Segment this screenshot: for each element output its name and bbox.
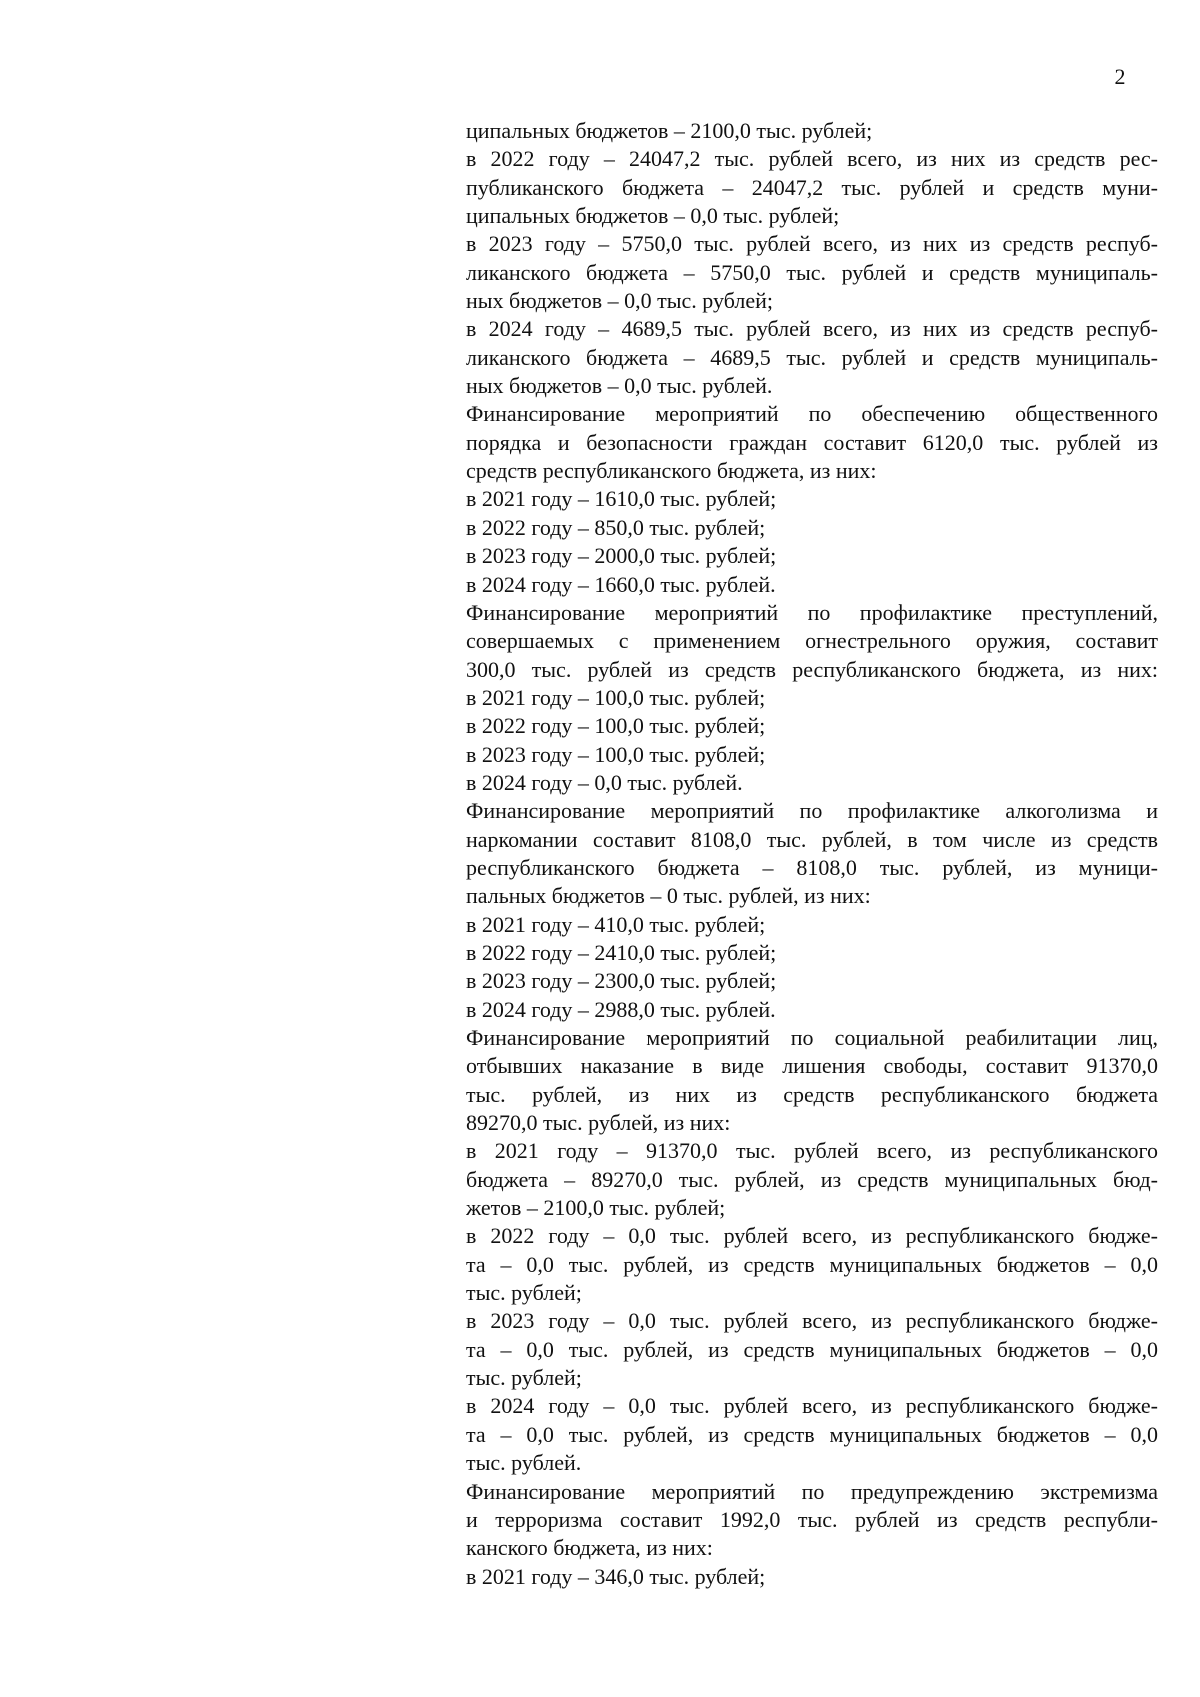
text-line: республиканского бюджета – 8108,0 тыс. рублей, из муници- — [466, 854, 1158, 880]
text-line: ципальных бюджетов – 0,0 тыс. рублей; — [466, 203, 840, 229]
text-line: в 2023 году – 2300,0 тыс. рублей; — [466, 968, 777, 994]
text-line: в 2021 году – 100,0 тыс. рублей; — [466, 684, 766, 710]
text-line: Финансирование мероприятий по обеспечению общественного — [466, 401, 1158, 427]
text-line: 300,0 тыс. рублей из средств республиканского бюджета, из них: — [466, 656, 1158, 682]
text-line: в 2022 году – 850,0 тыс. рублей; — [466, 514, 766, 540]
text-line: средств республиканского бюджета, из них: — [466, 458, 877, 484]
text-line: порядка и безопасности граждан составит 6120,0 тыс. рублей из — [466, 429, 1158, 455]
text-line: в 2023 году – 100,0 тыс. рублей; — [466, 741, 766, 767]
text-line: в 2024 году – 4689,5 тыс. рублей всего, из них из средств респуб- — [466, 316, 1158, 342]
text-line: жетов – 2100,0 тыс. рублей; — [466, 1195, 726, 1221]
text-line: в 2023 году – 0,0 тыс. рублей всего, из республиканского бюдже- — [466, 1308, 1158, 1334]
text-line: в 2022 году – 2410,0 тыс. рублей; — [466, 939, 777, 965]
text-line: в 2022 году – 24047,2 тыс. рублей всего, из них из средств рес- — [466, 146, 1158, 172]
text-line: совершаемых с применением огнестрельного оружия, составит — [466, 628, 1158, 654]
text-line: ципальных бюджетов – 2100,0 тыс. рублей; — [466, 118, 873, 143]
text-line: та – 0,0 тыс. рублей, из средств муниципальных бюджетов – 0,0 — [466, 1421, 1158, 1447]
text-line: бюджета – 89270,0 тыс. рублей, из средств муниципальных бюд- — [466, 1166, 1158, 1192]
text-line: в 2021 году – 91370,0 тыс. рублей всего, из республиканского — [466, 1138, 1158, 1164]
text-line: канского бюджета, из них: — [466, 1535, 713, 1561]
text-line: в 2024 году – 2988,0 тыс. рублей. — [466, 996, 776, 1022]
text-line: Финансирование мероприятий по социальной реабилитации лиц, — [466, 1025, 1158, 1050]
text-line: в 2022 году – 100,0 тыс. рублей; — [466, 713, 766, 739]
text-line: тыс. рублей, из них из средств республиканского бюджета — [466, 1081, 1158, 1107]
text-line: тыс. рублей; — [466, 1280, 582, 1306]
text-line: в 2021 году – 410,0 тыс. рублей; — [466, 911, 766, 937]
text-line: в 2024 году – 0,0 тыс. рублей. — [466, 769, 743, 795]
text-line: Финансирование мероприятий по профилактике преступлений, — [466, 599, 1158, 625]
document-text — [466, 117, 1158, 1591]
text-line: в 2022 году – 0,0 тыс. рублей всего, из республиканского бюдже- — [466, 1223, 1158, 1249]
text-line: в 2021 году – 1610,0 тыс. рублей; — [466, 486, 777, 512]
text-line: та – 0,0 тыс. рублей, из средств муниципальных бюджетов – 0,0 — [466, 1251, 1158, 1277]
text-line: ликанского бюджета – 4689,5 тыс. рублей и средств муниципаль- — [466, 344, 1158, 370]
text-line: ных бюджетов – 0,0 тыс. рублей. — [466, 373, 773, 399]
text-line: отбывших наказание в виде лишения свободы, составит 91370,0 — [466, 1053, 1158, 1079]
text-line: Финансирование мероприятий по предупреждению экстремизма — [466, 1478, 1158, 1504]
text-line: ных бюджетов – 0,0 тыс. рублей; — [466, 288, 774, 314]
text-line: наркомании составит 8108,0 тыс. рублей, в том числе из средств — [466, 826, 1158, 852]
text-line: публиканского бюджета – 24047,2 тыс. рублей и средств муни- — [466, 174, 1158, 200]
text-line: в 2023 году – 2000,0 тыс. рублей; — [466, 543, 777, 569]
text-line: пальных бюджетов – 0 тыс. рублей, из них: — [466, 883, 871, 909]
text-line: та – 0,0 тыс. рублей, из средств муниципальных бюджетов – 0,0 — [466, 1336, 1158, 1362]
text-line: и терроризма составит 1992,0 тыс. рублей из средств республи- — [466, 1506, 1158, 1532]
text-line: тыс. рублей. — [466, 1450, 582, 1476]
text-line: в 2021 году – 346,0 тыс. рублей; — [466, 1563, 766, 1589]
text-line: в 2024 году – 0,0 тыс. рублей всего, из республиканского бюдже- — [466, 1393, 1158, 1419]
page-number: 2 — [1114, 64, 1126, 89]
text-line: в 2024 году – 1660,0 тыс. рублей. — [466, 571, 776, 597]
text-line: в 2023 году – 5750,0 тыс. рублей всего, из них из средств респуб- — [466, 231, 1158, 257]
text-line: 89270,0 тыс. рублей, из них: — [466, 1110, 731, 1136]
text-line: Финансирование мероприятий по профилактике алкоголизма и — [466, 798, 1158, 824]
text-line: ликанского бюджета – 5750,0 тыс. рублей и средств муниципаль- — [466, 259, 1158, 285]
text-line: тыс. рублей; — [466, 1365, 582, 1391]
